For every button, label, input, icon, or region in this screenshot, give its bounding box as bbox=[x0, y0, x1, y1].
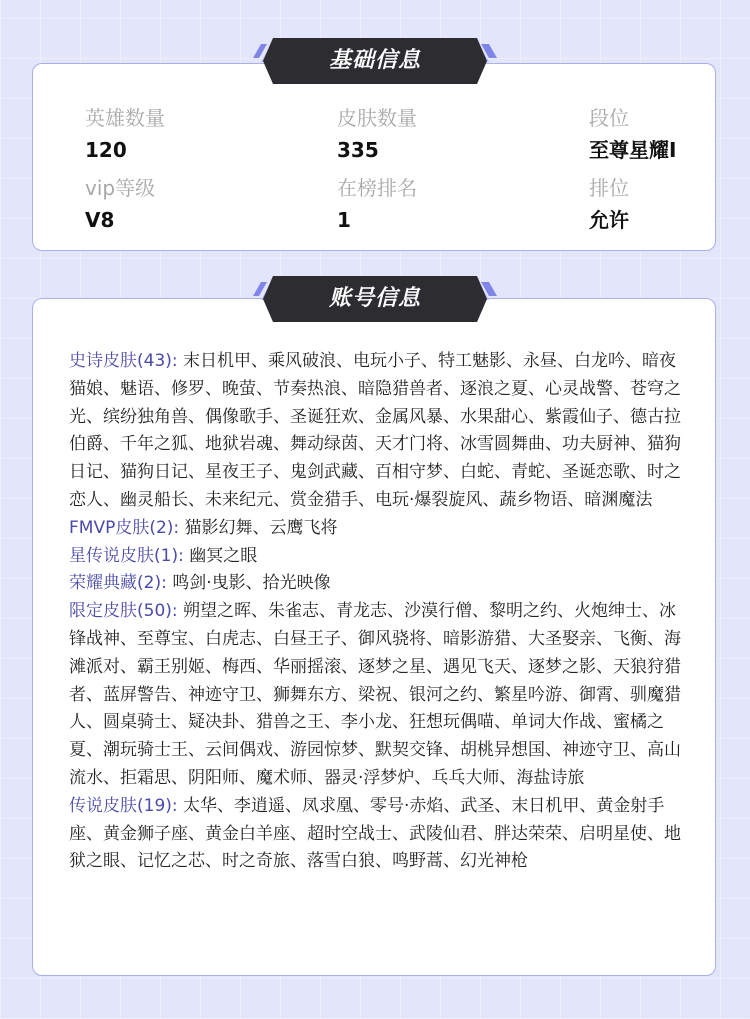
skin-group-epic bbox=[69, 348, 693, 515]
stat-leaderboard-rank bbox=[337, 176, 417, 232]
skin-category-label: 星传说皮肤(1): bbox=[69, 545, 184, 566]
skin-list bbox=[69, 348, 693, 876]
skin-category-label: 史诗皮肤(43): bbox=[69, 351, 178, 371]
skin-category-label: 限定皮肤(50): bbox=[69, 601, 178, 622]
stat-value: V8 bbox=[85, 208, 115, 232]
account-info-card bbox=[32, 298, 716, 976]
skin-category-label: 传说皮肤(19): bbox=[69, 795, 178, 816]
stat-label: 英雄数量 bbox=[85, 106, 165, 130]
stat-value: 1 bbox=[337, 208, 351, 232]
stat-label: 在榜排名 bbox=[337, 176, 417, 200]
section-title: 账号信息 bbox=[328, 286, 421, 311]
stat-value: 335 bbox=[337, 138, 379, 162]
skin-group-glory-collection bbox=[69, 570, 693, 598]
skin-group-star-legend bbox=[69, 543, 693, 571]
skin-items: 鸣剑·曳影、拾光映像 bbox=[172, 573, 331, 594]
stat-label: 段位 bbox=[589, 106, 629, 130]
section-title: 基础信息 bbox=[328, 48, 421, 73]
stat-label: 皮肤数量 bbox=[337, 106, 417, 130]
skin-group-fmvp bbox=[69, 515, 693, 543]
account-info-header bbox=[247, 276, 503, 322]
stat-value: 允许 bbox=[589, 208, 629, 232]
skin-group-legend bbox=[69, 793, 693, 876]
stat-ranked-allowed bbox=[589, 176, 629, 232]
skin-group-limited bbox=[69, 598, 693, 793]
stat-rank-tier bbox=[589, 106, 676, 162]
skin-items: 猫影幻舞、云鹰飞将 bbox=[184, 517, 338, 538]
stat-label: 排位 bbox=[589, 176, 629, 200]
basic-info-header bbox=[247, 38, 503, 84]
stat-value: 至尊星耀I bbox=[589, 138, 677, 162]
skin-category-label: 荣耀典藏(2): bbox=[69, 573, 167, 594]
stat-value: 120 bbox=[85, 138, 127, 162]
skin-items: 幽冥之眼 bbox=[189, 545, 258, 566]
skin-items: 朔望之晖、朱雀志、青龙志、沙漠行僧、黎明之约、火炮绅士、冰锋战神、至尊宝、白虎志、白昼王子、御风骁将、暗影游猎、大圣娶亲、飞衡、海滩派对、霸王别姬、梅西、华丽摇滚、逐梦之星、遇见飞天、逐梦之影、天狼狩猎者、蓝屏警告、神迹守卫、狮舞东方、梁祝、银河之约、繁星吟游、御霄、驯魔猎人、圆桌骑士、疑决卦、猎兽之王、李小龙、狂想玩偶喵、单词大作战、蜜橘之夏、潮玩骑士王、云间偶戏、游园惊梦、默契交锋、胡桃异想国、神迹守卫、高山流水、拒霜思、阴阳师、魔术师、器灵·浮梦炉、乓乓大师、海盐诗旅 bbox=[69, 601, 681, 788]
stat-hero-count bbox=[85, 106, 165, 162]
skin-category-label: FMVP皮肤(2): bbox=[69, 517, 180, 538]
stat-vip-level bbox=[85, 176, 155, 232]
stat-label: vip等级 bbox=[85, 176, 156, 200]
stat-skin-count bbox=[337, 106, 417, 162]
basic-info-card bbox=[32, 63, 716, 251]
skin-items: 太华、李逍遥、凤求凰、零号·赤焰、武圣、末日机甲、黄金射手座、黄金狮子座、黄金白羊座、超时空战士、武陵仙君、胖达荣荣、启明星使、地狱之眼、记忆之芯、时之奇旅、落雪白狼、鸣野蒿、幻光神枪 bbox=[69, 795, 681, 872]
skin-items: 末日机甲、乘风破浪、电玩小子、特工魅影、永昼、白龙吟、暗夜猫娘、魅语、修罗、晚萤、节奏热浪、暗隐猎兽者、逐浪之夏、心灵战警、苍穹之光、缤纷独角兽、偶像歌手、圣诞狂欢、金属风暴、水果甜心、紫霞仙子、德古拉伯爵、千年之狐、地狱岩魂、舞动绿茵、天才门将、冰雪圆舞曲、功夫厨神、猫狗日记、猫狗日记、星夜王子、鬼剑武藏、百相守梦、白蛇、青蛇、圣诞恋歌、时之恋人、幽灵船长、未来纪元、赏金猎手、电玩·爆裂旋风、蔬乡物语、暗渊魔法 bbox=[69, 351, 681, 510]
